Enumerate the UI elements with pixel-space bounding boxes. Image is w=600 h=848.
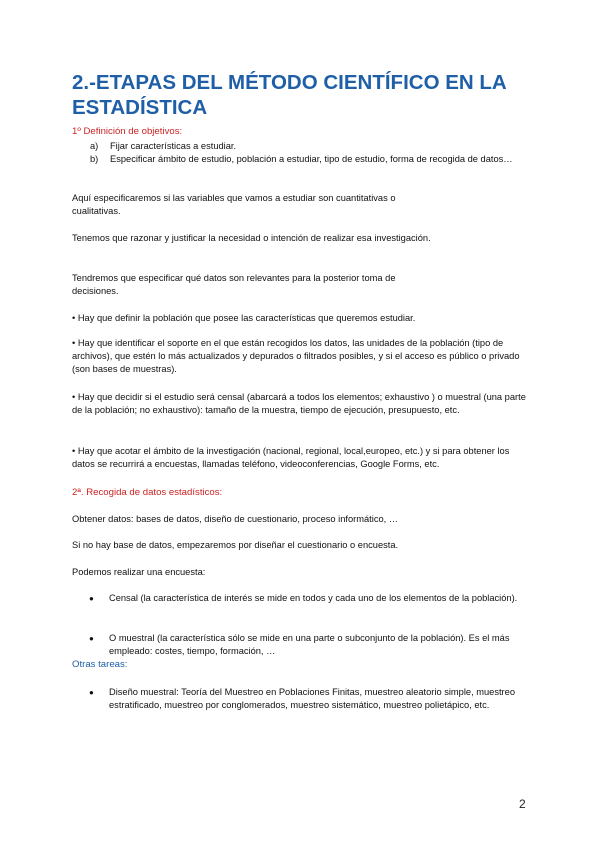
paragraph: • Hay que acotar el ámbito de la investigación (nacional, regional, local,europeo, etc.) y si para obtener los datos se recurrirá a encuestas, llamadas teléfono, videoconferencias, Google Forms, etc. [72,446,510,470]
list-item-text: Diseño muestral: Teoría del Muestreo en Poblaciones Finitas, muestreo aleatorio simple, muestreo estratificado, muestreo por conglomerados, muestreo sistemático, muestreo polietápico, etc. [109,687,515,711]
paragraph: Obtener datos: bases de datos, diseño de cuestionario, proceso informático, … [72,514,399,524]
bullet-icon: ● [89,594,94,603]
paragraph: Aquí especificaremos si las variables que vamos a estudiar son cuantitativas o cualitativas. [72,193,396,217]
paragraph: Si no hay base de datos, empezaremos por diseñar el cuestionario o encuesta. [72,540,399,550]
paragraph: Tenemos que razonar y justificar la necesidad o intención de realizar esa investigación. [72,233,431,243]
paragraph: • Hay que identificar el soporte en el que están recogidos los datos, las unidades de la población (tipo de archivos), que estén lo más actualizados y depurados o filtrados posibles, y si el acceso es público o privado (son bases de muestras). [72,338,520,375]
page-title: 2.-ETAPAS DEL MÉTODO CIENTÍFICO EN LA ESTADÍSTICA [72,71,506,119]
section-title-data-collection: 2ª. Recogida de datos estadísticos: [72,487,223,498]
list-item-text: O muestral (la característica sólo se mide en una parte o subconjunto de la población). Es el más empleado: costes, tiempo, formación, … [109,633,510,657]
list-item-text: Especificar ámbito de estudio, población a estudiar, tipo de estudio, forma de recogida de datos… [110,154,513,164]
paragraph: • Hay que definir la población que posee las características que queremos estudiar. [72,313,416,323]
bullet-icon: ● [89,634,94,643]
list-item-text: Fijar características a estudiar. [110,141,237,151]
list-marker: b) [90,154,99,164]
section-title-objectives: 1º Definición de objetivos: [72,126,183,137]
section-title-other-tasks: Otras tareas: [72,659,128,670]
page-number: 2 [519,797,526,811]
paragraph: Tendremos que especificar qué datos son relevantes para la posterior toma de decisiones. [72,273,396,297]
paragraph: Podemos realizar una encuesta: [72,567,206,577]
list-item-text: Censal (la característica de interés se mide en todos y cada uno de los elementos de la población). [109,593,518,603]
paragraph: • Hay que decidir si el estudio será censal (abarcará a todos los elementos; exhaustivo ) o muestral (una parte de la población; no exhaustivo): tamaño de la muestra, tiempo de ejecución, presupuesto, etc. [72,392,526,416]
list-marker: a) [90,141,99,151]
bullet-icon: ● [89,688,94,697]
